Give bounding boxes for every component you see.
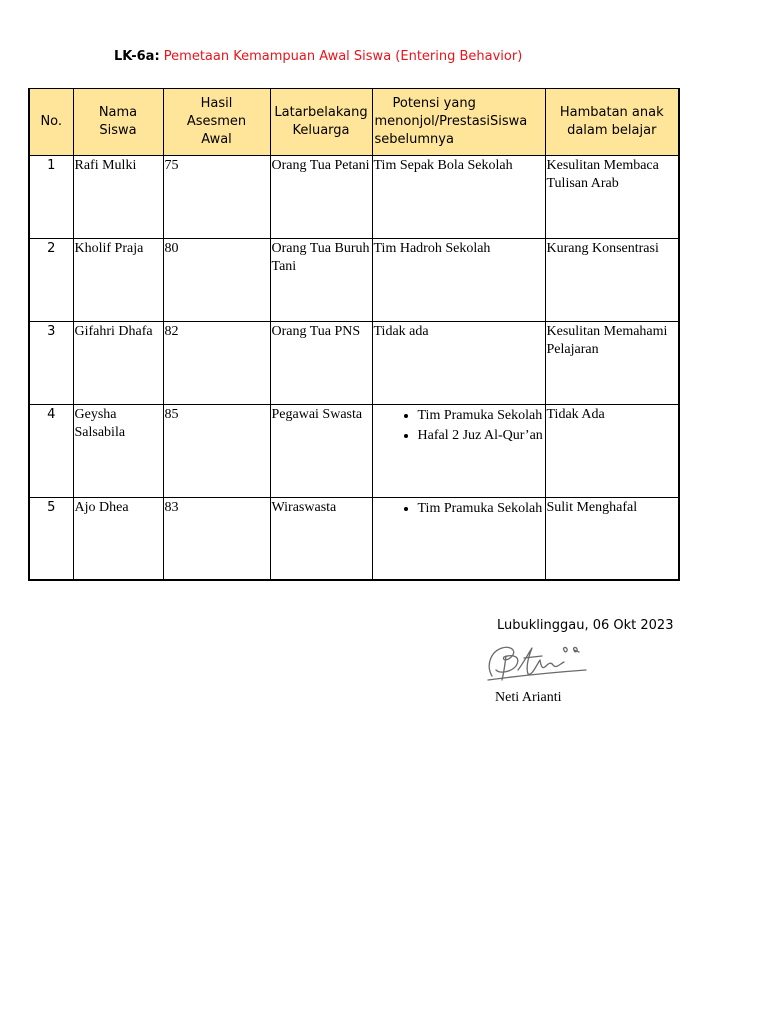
document-title: [114, 49, 522, 64]
cell-potensi: Tim Sepak Bola Sekolah: [372, 156, 545, 239]
cell-nama: Gifahri Dhafa: [73, 322, 163, 405]
signature-place-date: Lubuklinggau, 06 Okt 2023: [497, 618, 674, 633]
cell-no: 2: [29, 239, 73, 322]
cell-no: 5: [29, 498, 73, 580]
cell-nama: Geysha Salsabila: [73, 405, 163, 498]
cell-nama: Rafi Mulki: [73, 156, 163, 239]
potensi-list: [374, 407, 544, 445]
table-header-row: [29, 89, 679, 156]
cell-potensi: Tidak ada: [372, 322, 545, 405]
table-row: [29, 239, 679, 322]
cell-hambatan: Sulit Menghafal: [545, 498, 679, 580]
cell-hambatan: Kesulitan Membaca Tulisan Arab: [545, 156, 679, 239]
header-hambatan: Hambatan anak dalam belajar: [545, 89, 679, 156]
cell-potensi: Tim Hadroh Sekolah: [372, 239, 545, 322]
title-text: Pemetaan Kemampuan Awal Siswa (Entering Behavior): [163, 49, 523, 64]
table-row: [29, 322, 679, 405]
cell-nama: Ajo Dhea: [73, 498, 163, 580]
header-no: No.: [29, 89, 73, 156]
table-row: [29, 156, 679, 239]
cell-latar: Orang Tua Petani: [270, 156, 372, 239]
cell-hambatan: Kesulitan Memahami Pelajaran: [545, 322, 679, 405]
cell-hambatan: Tidak Ada: [545, 405, 679, 498]
header-nama-siswa: Nama Siswa: [73, 89, 163, 156]
header-hasil-asesmen: Hasil Asesmen Awal: [163, 89, 270, 156]
handwritten-signature: [478, 636, 590, 690]
potensi-list: [374, 500, 544, 518]
cell-no: 4: [29, 405, 73, 498]
cell-hasil: 85: [163, 405, 270, 498]
title-prefix: LK-6a:: [114, 49, 160, 64]
cell-no: 1: [29, 156, 73, 239]
cell-latar: Pegawai Swasta: [270, 405, 372, 498]
student-mapping-table: [28, 88, 680, 581]
list-item: • Tim Pramuka Sekolah: [418, 407, 544, 425]
cell-latar: Wiraswasta: [270, 498, 372, 580]
cell-potensi: [372, 405, 545, 498]
header-latarbelakang: Latarbelakang Keluarga: [270, 89, 372, 156]
list-item: • Hafal 2 Juz Al-Qur’an: [418, 427, 544, 445]
cell-hasil: 75: [163, 156, 270, 239]
cell-nama: Kholif Praja: [73, 239, 163, 322]
cell-hambatan: Kurang Konsentrasi: [545, 239, 679, 322]
cell-potensi: [372, 498, 545, 580]
cell-hasil: 80: [163, 239, 270, 322]
cell-latar: Orang Tua PNS: [270, 322, 372, 405]
table-row: [29, 498, 679, 580]
header-potensi: Potensi yang menonjol/PrestasiSiswa sebelumnya: [372, 89, 545, 156]
table-row: [29, 405, 679, 498]
cell-latar: Orang Tua Buruh Tani: [270, 239, 372, 322]
signatory-name: Neti Arianti: [495, 690, 562, 705]
cell-hasil: 83: [163, 498, 270, 580]
list-item: • Tim Pramuka Sekolah: [418, 500, 544, 518]
cell-no: 3: [29, 322, 73, 405]
cell-hasil: 82: [163, 322, 270, 405]
